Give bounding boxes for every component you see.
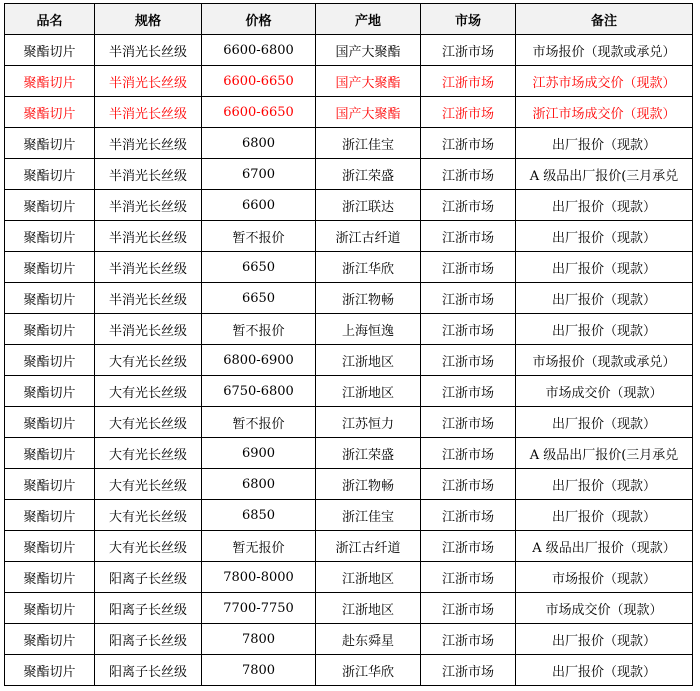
cell-market: 江浙市场 xyxy=(421,190,516,221)
cell-spec: 大有光长丝级 xyxy=(95,500,202,531)
cell-product-name: 聚酯切片 xyxy=(5,655,95,686)
cell-origin: 浙江联达 xyxy=(316,190,421,221)
cell-product-name: 聚酯切片 xyxy=(5,531,95,562)
cell-price: 6800-6900 xyxy=(202,345,316,376)
cell-remark: 出厂报价（现款） xyxy=(516,221,693,252)
cell-origin: 浙江物畅 xyxy=(316,469,421,500)
cell-origin: 江浙地区 xyxy=(316,593,421,624)
cell-market: 江浙市场 xyxy=(421,66,516,97)
cell-spec: 半消光长丝级 xyxy=(95,66,202,97)
cell-spec: 半消光长丝级 xyxy=(95,128,202,159)
cell-product-name: 聚酯切片 xyxy=(5,66,95,97)
cell-origin: 江浙地区 xyxy=(316,376,421,407)
cell-origin: 上海恒逸 xyxy=(316,314,421,345)
cell-origin: 浙江佳宝 xyxy=(316,500,421,531)
table-row xyxy=(5,655,693,686)
cell-price: 6700 xyxy=(202,159,316,190)
cell-product-name: 聚酯切片 xyxy=(5,438,95,469)
header-product-name: 品名 xyxy=(5,4,95,35)
cell-origin: 浙江古纤道 xyxy=(316,531,421,562)
cell-product-name: 聚酯切片 xyxy=(5,97,95,128)
cell-price: 6900 xyxy=(202,438,316,469)
cell-product-name: 聚酯切片 xyxy=(5,407,95,438)
cell-product-name: 聚酯切片 xyxy=(5,314,95,345)
cell-price: 6600-6650 xyxy=(202,97,316,128)
cell-remark: 市场报价（现款或承兑） xyxy=(516,35,693,66)
table-row xyxy=(5,438,693,469)
cell-spec: 半消光长丝级 xyxy=(95,283,202,314)
cell-origin: 江浙地区 xyxy=(316,345,421,376)
cell-market: 江浙市场 xyxy=(421,314,516,345)
cell-remark: 出厂报价（现款） xyxy=(516,314,693,345)
table-row xyxy=(5,66,693,97)
cell-remark: 市场报价（现款或承兑） xyxy=(516,345,693,376)
cell-market: 江浙市场 xyxy=(421,128,516,159)
cell-spec: 半消光长丝级 xyxy=(95,35,202,66)
cell-spec: 大有光长丝级 xyxy=(95,469,202,500)
cell-remark: 出厂报价（现款） xyxy=(516,128,693,159)
cell-price: 6650 xyxy=(202,283,316,314)
table-row xyxy=(5,35,693,66)
cell-price: 6800 xyxy=(202,469,316,500)
cell-market: 江浙市场 xyxy=(421,593,516,624)
cell-product-name: 聚酯切片 xyxy=(5,624,95,655)
cell-spec: 阳离子长丝级 xyxy=(95,562,202,593)
cell-origin: 江苏恒力 xyxy=(316,407,421,438)
table-row xyxy=(5,221,693,252)
cell-product-name: 聚酯切片 xyxy=(5,35,95,66)
cell-spec: 大有光长丝级 xyxy=(95,376,202,407)
table-row xyxy=(5,314,693,345)
header-origin: 产地 xyxy=(316,4,421,35)
cell-market: 江浙市场 xyxy=(421,531,516,562)
cell-price: 6600-6650 xyxy=(202,66,316,97)
cell-price: 7700-7750 xyxy=(202,593,316,624)
cell-price: 7800 xyxy=(202,624,316,655)
header-spec: 规格 xyxy=(95,4,202,35)
cell-remark: 出厂报价（现款） xyxy=(516,252,693,283)
cell-remark: A 级品出厂报价（现款） xyxy=(516,531,693,562)
cell-product-name: 聚酯切片 xyxy=(5,283,95,314)
header-market: 市场 xyxy=(421,4,516,35)
cell-price: 7800-8000 xyxy=(202,562,316,593)
table-row xyxy=(5,345,693,376)
cell-product-name: 聚酯切片 xyxy=(5,562,95,593)
cell-price: 6650 xyxy=(202,252,316,283)
cell-price: 暂不报价 xyxy=(202,407,316,438)
cell-spec: 半消光长丝级 xyxy=(95,221,202,252)
table-row xyxy=(5,159,693,190)
cell-remark: 浙江市场成交价（现款） xyxy=(516,97,693,128)
cell-product-name: 聚酯切片 xyxy=(5,159,95,190)
cell-remark: 出厂报价（现款） xyxy=(516,655,693,686)
cell-spec: 大有光长丝级 xyxy=(95,407,202,438)
cell-price: 暂不报价 xyxy=(202,314,316,345)
cell-product-name: 聚酯切片 xyxy=(5,376,95,407)
table-row xyxy=(5,128,693,159)
cell-remark: 出厂报价（现款） xyxy=(516,469,693,500)
cell-product-name: 聚酯切片 xyxy=(5,500,95,531)
cell-market: 江浙市场 xyxy=(421,345,516,376)
cell-market: 江浙市场 xyxy=(421,97,516,128)
cell-product-name: 聚酯切片 xyxy=(5,345,95,376)
table-row xyxy=(5,531,693,562)
cell-origin: 国产大聚酯 xyxy=(316,97,421,128)
cell-product-name: 聚酯切片 xyxy=(5,190,95,221)
cell-remark: A 级品出厂报价(三月承兑 xyxy=(516,159,693,190)
cell-market: 江浙市场 xyxy=(421,407,516,438)
cell-spec: 半消光长丝级 xyxy=(95,314,202,345)
table-row xyxy=(5,593,693,624)
table-row xyxy=(5,252,693,283)
table-row xyxy=(5,407,693,438)
cell-market: 江浙市场 xyxy=(421,35,516,66)
cell-market: 江浙市场 xyxy=(421,252,516,283)
cell-spec: 阳离子长丝级 xyxy=(95,593,202,624)
price-table xyxy=(4,3,693,686)
cell-spec: 半消光长丝级 xyxy=(95,190,202,221)
cell-market: 江浙市场 xyxy=(421,624,516,655)
cell-market: 江浙市场 xyxy=(421,562,516,593)
table-header-row xyxy=(5,4,693,35)
cell-remark: 出厂报价（现款） xyxy=(516,624,693,655)
cell-remark: 市场成交价（现款） xyxy=(516,376,693,407)
cell-origin: 浙江荣盛 xyxy=(316,159,421,190)
table-row xyxy=(5,283,693,314)
cell-market: 江浙市场 xyxy=(421,469,516,500)
table-row xyxy=(5,562,693,593)
cell-market: 江浙市场 xyxy=(421,376,516,407)
cell-spec: 半消光长丝级 xyxy=(95,252,202,283)
cell-remark: 出厂报价（现款） xyxy=(516,500,693,531)
cell-product-name: 聚酯切片 xyxy=(5,221,95,252)
cell-origin: 浙江华欣 xyxy=(316,655,421,686)
cell-remark: 市场成交价（现款） xyxy=(516,593,693,624)
cell-spec: 大有光长丝级 xyxy=(95,345,202,376)
cell-market: 江浙市场 xyxy=(421,438,516,469)
cell-spec: 阳离子长丝级 xyxy=(95,655,202,686)
cell-remark: 江苏市场成交价（现款） xyxy=(516,66,693,97)
cell-origin: 江浙地区 xyxy=(316,562,421,593)
cell-price: 7800 xyxy=(202,655,316,686)
cell-price: 6850 xyxy=(202,500,316,531)
header-remark: 备注 xyxy=(516,4,693,35)
cell-origin: 浙江荣盛 xyxy=(316,438,421,469)
cell-remark: 出厂报价（现款） xyxy=(516,190,693,221)
cell-spec: 半消光长丝级 xyxy=(95,159,202,190)
table-row xyxy=(5,190,693,221)
cell-product-name: 聚酯切片 xyxy=(5,469,95,500)
cell-remark: 出厂报价（现款） xyxy=(516,407,693,438)
table-row xyxy=(5,97,693,128)
cell-remark: 市场报价（现款） xyxy=(516,562,693,593)
table-row xyxy=(5,376,693,407)
cell-price: 6600 xyxy=(202,190,316,221)
table-body xyxy=(5,35,693,686)
cell-origin: 国产大聚酯 xyxy=(316,35,421,66)
cell-price: 6800 xyxy=(202,128,316,159)
cell-market: 江浙市场 xyxy=(421,500,516,531)
cell-price: 6600-6800 xyxy=(202,35,316,66)
cell-price: 暂无报价 xyxy=(202,531,316,562)
cell-price: 6750-6800 xyxy=(202,376,316,407)
table-row xyxy=(5,469,693,500)
table-row xyxy=(5,624,693,655)
cell-origin: 国产大聚酯 xyxy=(316,66,421,97)
cell-price: 暂不报价 xyxy=(202,221,316,252)
cell-spec: 大有光长丝级 xyxy=(95,531,202,562)
cell-spec: 半消光长丝级 xyxy=(95,97,202,128)
cell-market: 江浙市场 xyxy=(421,283,516,314)
cell-market: 江浙市场 xyxy=(421,655,516,686)
header-price: 价格 xyxy=(202,4,316,35)
cell-origin: 浙江华欣 xyxy=(316,252,421,283)
cell-product-name: 聚酯切片 xyxy=(5,593,95,624)
cell-origin: 浙江物畅 xyxy=(316,283,421,314)
table-row xyxy=(5,500,693,531)
cell-origin: 浙江古纤道 xyxy=(316,221,421,252)
cell-origin: 浙江佳宝 xyxy=(316,128,421,159)
cell-remark: A 级品出厂报价(三月承兑 xyxy=(516,438,693,469)
cell-market: 江浙市场 xyxy=(421,221,516,252)
cell-product-name: 聚酯切片 xyxy=(5,252,95,283)
cell-remark: 出厂报价（现款） xyxy=(516,283,693,314)
cell-spec: 阳离子长丝级 xyxy=(95,624,202,655)
cell-market: 江浙市场 xyxy=(421,159,516,190)
cell-product-name: 聚酯切片 xyxy=(5,128,95,159)
cell-spec: 大有光长丝级 xyxy=(95,438,202,469)
cell-origin: 赴东舜星 xyxy=(316,624,421,655)
